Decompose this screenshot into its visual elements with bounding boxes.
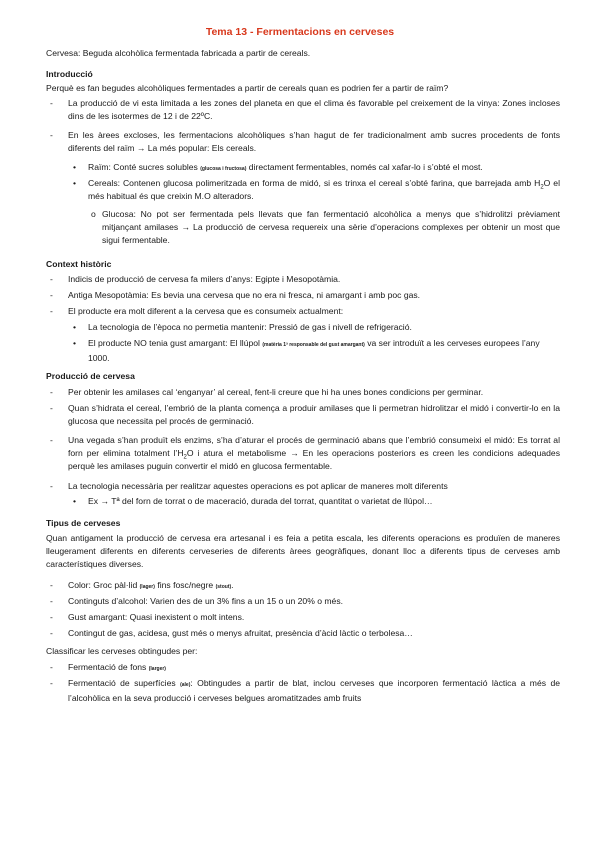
dash-marker: - bbox=[50, 290, 53, 300]
dash-marker: - bbox=[50, 403, 53, 413]
history-bullet-hops: El producte NO tenia gust amargant: El llúpol (matèria 1ª responsable del gust amargant) va ser introduït a les cerveses europees l’any 1000. bbox=[88, 338, 540, 364]
dash-marker: - bbox=[50, 98, 53, 108]
heading-produccio: Producció de cervesa bbox=[46, 371, 135, 381]
document-title: Tema 13 - Fermentacions en cerveses bbox=[205, 26, 395, 38]
intro-item-2: En les àrees excloses, les fermentacions alcohòliques s’han hagut de fer tradicionalment amb sucres procedents de fonts diferents del raïm → La més popular: Els cereals. bbox=[68, 130, 560, 154]
history-item-1: Indicis de producció de cervesa fa milers d’anys: Egipte i Mesopotàmia. bbox=[68, 274, 341, 284]
bullet-marker: • bbox=[73, 496, 77, 506]
intro-bullet-cereals: Cereals: Contenen glucosa polimeritzada en forma de midó, si es trinxa el cereal s’obté farina, que barrejada amb $H_2O$ el més habitual és que creixin M.O alteradors. bbox=[88, 178, 560, 202]
dash-marker: - bbox=[50, 612, 53, 622]
history-item-3: El producte era molt diferent a la cervesa que es consumeix actualment: bbox=[68, 306, 344, 316]
production-item-2: Quan s’hidrata el cereal, l’embrió de la planta comença a produir amilases que li permetran hidrolitzar el midó i convertir-lo en la glucosa que necessita pel procés de germinació. bbox=[68, 403, 560, 427]
intro-sub-glucosa: Glucosa: No pot ser fermentada pels llevats que fan fermentació alcohòlica a menys que s’hidrolitzi prèviament mitjançant amilases → La producció de cervesa requereix una sèrie d’operacions complexes per obtenir un most que sigui fermentable. bbox=[102, 209, 560, 246]
dash-marker: - bbox=[50, 274, 53, 284]
types-item-alcohol: Continguts d’alcohol: Varien des de un 3% fins a un 15 o un 20% o més. bbox=[68, 596, 344, 606]
types-item-bitterness: Gust amargant: Quasi inexistent o molt intens. bbox=[68, 612, 245, 622]
classify-item-bottom: Fermentació de fons (larger) bbox=[68, 662, 166, 672]
intro-bullet-raim: Raïm: Conté sucres solubles (glucosa i fructosa) directament fermentables, només cal xafar-lo i s’obté el most. bbox=[88, 162, 483, 172]
dash-marker: - bbox=[50, 662, 53, 672]
heading-tipus: Tipus de cerveses bbox=[46, 518, 121, 528]
classify-item-top: Fermentació de superfícies (ale): Obtingudes a partir de blat, inclou cerveses que incorporen fermentació làctica a més de l’alcohòlica en la seva producció i cerveses belgues aromatitzades amb fruits bbox=[68, 678, 560, 704]
dash-marker: - bbox=[50, 481, 53, 491]
dash-marker: - bbox=[50, 628, 53, 638]
types-item-gas: Contingut de gas, acidesa, gust més o menys afruitat, presència d’àcid làctic o terbolesa… bbox=[68, 628, 413, 638]
production-item-3: Una vegada s’han produït els enzims, s’ha d’aturar el procés de germinació abans que l’embrió consumeixi el midó: Es torrat al forn per elimina totalment $l’H_2O$ i atura el metabolisme → En les operacions posteriors es creen les condicions adequades perquè les amilases puguin convertir el midó en glucosa fermentable. bbox=[68, 435, 560, 472]
dash-marker: - bbox=[50, 580, 53, 590]
bullet-marker: • bbox=[73, 322, 77, 332]
bullet-marker: • bbox=[73, 162, 77, 172]
classify-heading: Classificar les cerveses obtingudes per: bbox=[46, 646, 198, 656]
dash-marker: - bbox=[50, 678, 53, 688]
production-bullet-example: Ex → Tª del forn de torrat o de maceració, durada del torrat, quantitat o varietat de llúpol… bbox=[88, 496, 433, 506]
intro-item-1: La producció de vi esta limitada a les zones del planeta en que el clima és favorable pel creixement de la vinya: Zones incloses dins de les isotermes de 12 i de 22ºC. bbox=[68, 98, 560, 122]
dash-marker: - bbox=[50, 306, 53, 316]
types-item-color: Color: Groc pàl·lid (lager) fins fosc/negre (stout). bbox=[68, 580, 234, 590]
dash-marker: - bbox=[50, 435, 53, 445]
production-item-1: Per obtenir les amilases cal ‘enganyar’ al cereal, fent-li creure que hi ha unes bones condicions per germinar. bbox=[68, 387, 484, 397]
dash-marker: - bbox=[50, 387, 53, 397]
history-bullet-technology: La tecnologia de l’època no permetia mantenir: Pressió de gas i nivell de refrigeració. bbox=[88, 322, 412, 332]
heading-context-historic: Context històric bbox=[46, 259, 112, 269]
dash-marker: - bbox=[50, 596, 53, 606]
bullet-marker: • bbox=[73, 178, 77, 188]
bullet-marker: • bbox=[73, 338, 77, 348]
definition: Cervesa: Beguda alcohòlica fermentada fabricada a partir de cereals. bbox=[46, 48, 311, 58]
intro-question: Perquè es fan begudes alcohòliques fermentades a partir de cereals quan es podrien fer a partir de raïm? bbox=[46, 83, 449, 93]
heading-introduccio: Introducció bbox=[46, 69, 93, 79]
history-item-2: Antiga Mesopotàmia: Es bevia una cervesa que no era ni fresca, ni amargant i amb poc gas. bbox=[68, 290, 421, 300]
circle-marker: o bbox=[91, 209, 96, 219]
dash-marker: - bbox=[50, 130, 53, 140]
production-item-4: La tecnologia necessària per realitzar aquestes operacions es pot aplicar de maneres molt diferents bbox=[68, 481, 448, 491]
types-intro: Quan antigament la producció de cervesa era artesanal i es feia a petita escala, les diferents operacions es produïen de maneres lleugerament diferents en diferents cerveseries de diferents àrees geogràfiques, donant lloc a diferents tipus de cerveses amb característiques diverses. bbox=[46, 533, 560, 570]
